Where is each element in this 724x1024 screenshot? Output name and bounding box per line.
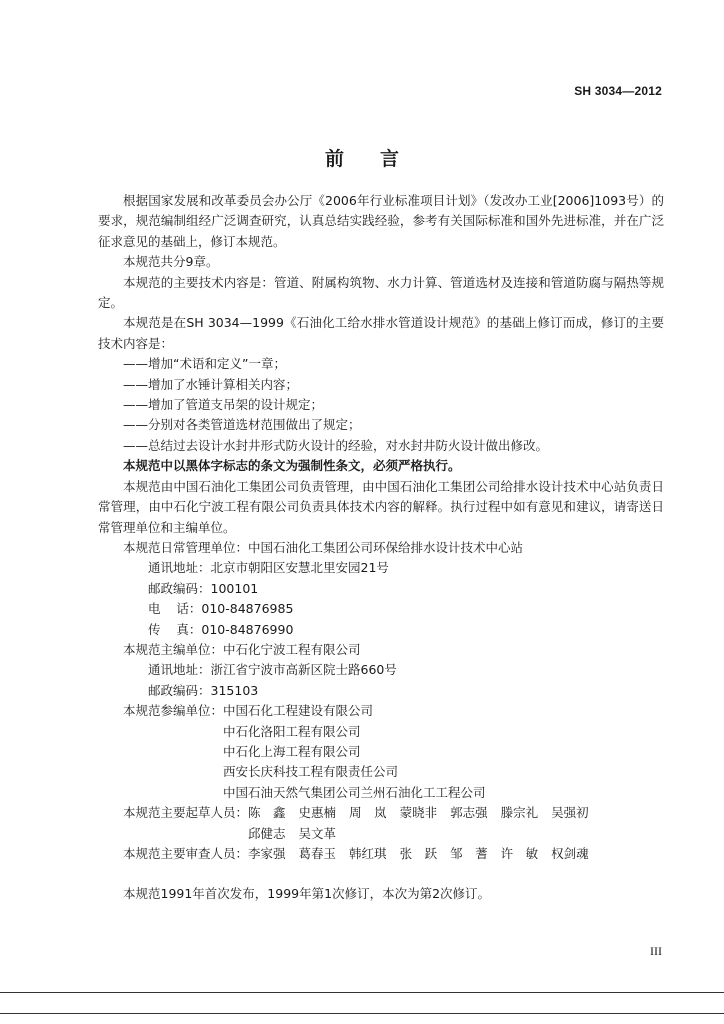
- change-item: ——分别对各类管道选材范围做出了规定；: [123, 417, 361, 433]
- chief-editor-label: 本规范主编单位：: [123, 641, 224, 657]
- reviewer-name: 葛春玉: [298, 846, 337, 861]
- management-postcode: 邮政编码： 100101: [148, 580, 259, 596]
- paragraph-revision: 本规范是在SH 3034—1999《石油化工给水排水管道设计规范》的基础上修订而成，修订的主要技术内容是：: [98, 315, 664, 351]
- drafters-label: 本规范主要起草人员：: [123, 805, 249, 821]
- body-text: [98, 191, 664, 905]
- drafters: [98, 803, 664, 844]
- drafter-name: 滕宗礼: [500, 805, 539, 821]
- chief-editor-postcode: 邮政编码： 315103: [148, 682, 259, 698]
- drafter-name: 蒙晓非: [399, 805, 438, 821]
- paragraph-chapters: 本规范共分9章。: [123, 254, 219, 270]
- reviewer-name: 李家强: [248, 846, 286, 861]
- change-item: ——总结过去设计水封井形式防火设计的经验，对水封井防火设计做出修改。: [123, 437, 549, 453]
- change-item: ——增加“术语和定义”一章；: [123, 356, 286, 372]
- paragraph-management: 本规范由中国石油化工集团公司负责管理，由中国石油化工集团公司给排水设计技术中心站负责日常管理，由中石化宁波工程有限公司负责具体技术内容的解释。执行过程中如有意见和建议，请寄送日常管理单位和主编单位。: [98, 478, 664, 535]
- reviewer-name: 邹 蓍: [450, 846, 488, 861]
- management-fax: 传 真： 010-84876990: [148, 621, 294, 637]
- change-item: ——增加了水锤计算相关内容；: [123, 376, 299, 392]
- page-title: 前言: [324, 148, 435, 170]
- page-number: III: [650, 944, 662, 958]
- participant-units: [98, 701, 664, 803]
- management-label: 本规范日常管理单位：: [123, 539, 249, 555]
- management-address: 通讯地址： 北京市朝阳区安慧北里安园21号: [148, 560, 389, 576]
- participants-label: 本规范参编单位：: [123, 703, 224, 719]
- participant-unit: 中石化洛阳工程有限公司: [223, 723, 361, 739]
- reviewer-name: 张 跃: [399, 846, 438, 861]
- footer-rule: [0, 992, 724, 993]
- reviewer-name: 权剑魂: [551, 846, 589, 861]
- management-name: 中国石油化工集团公司环保给排水设计技术中心站: [248, 539, 524, 555]
- participant-unit: 西安长庆科技工程有限责任公司: [223, 764, 399, 780]
- chief-editor-name: 中石化宁波工程有限公司: [223, 641, 361, 657]
- drafter-name: 周 岚: [349, 805, 387, 821]
- reviewer-name: 许 敏: [500, 846, 539, 861]
- paragraph-content: 本规范的主要技术内容是：管道、附属构筑物、水力计算、管道选材及连接和管道防腐与隔热等规定。: [98, 274, 664, 311]
- mandatory-note: 本规范中以黑体字标志的条文为强制性条文，必须严格执行。: [123, 458, 461, 474]
- revision-history: 本规范1991年首次发布，1999年第1次修订，本次为第2次修订。: [123, 886, 491, 902]
- drafter-name: 吴强初: [551, 805, 589, 821]
- management-phone: 电 话： 010-84876985: [148, 601, 294, 617]
- chief-editor-unit: [98, 640, 664, 660]
- management-unit: [98, 538, 664, 558]
- footer-rule: [0, 1013, 724, 1014]
- drafter-name: 史惠楠: [298, 805, 337, 821]
- participant-unit: 中石化上海工程有限公司: [223, 743, 361, 759]
- drafter-name: 邱健志: [248, 825, 286, 841]
- reviewer-name: 韩红琪: [349, 846, 387, 861]
- paragraph-basis: 根据国家发展和改革委员会办公厅《2006年行业标准项目计划》（发改办工业[2006]1093号）的要求，规范编制组经广泛调查研究，认真总结实践经验，参考有关国际标准和国外先进标准，并在广泛征求意见的基础上，修订本规范。: [98, 193, 664, 249]
- standard-code: SH 3034—2012: [574, 84, 662, 98]
- participant-unit: 中国石油天然气集团公司兰州石油化工工程公司: [223, 784, 486, 800]
- reviewers-label: 本规范主要审查人员：: [123, 846, 249, 861]
- change-item: ——增加了管道支吊架的设计规定；: [123, 397, 324, 413]
- drafter-name: 吴文革: [298, 825, 337, 841]
- drafter-name: 陈 鑫: [248, 805, 286, 821]
- reviewers: [98, 844, 664, 864]
- drafter-name: 郭志强: [450, 805, 488, 821]
- chief-editor-address: 通讯地址： 浙江省宁波市高新区院士路660号: [148, 662, 397, 678]
- participant-unit: 中国石化工程建设有限公司: [223, 703, 374, 719]
